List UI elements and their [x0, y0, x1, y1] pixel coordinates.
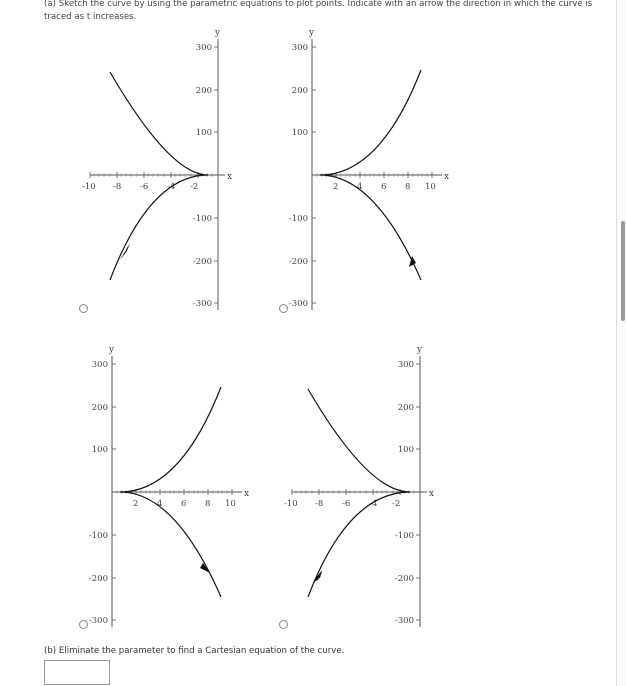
x-tick: 2	[133, 499, 139, 509]
y-tick: -200	[288, 257, 308, 267]
y-tick: 100	[195, 128, 212, 138]
x-tick: 4	[357, 182, 363, 192]
curve-upper	[120, 387, 221, 492]
y-tick: -100	[288, 214, 308, 224]
y-axis-label: y	[109, 345, 115, 355]
x-tick: -8	[315, 499, 324, 509]
x-tick: 8	[405, 182, 411, 192]
graph-option-3	[80, 342, 260, 632]
y-tick: -300	[192, 299, 212, 309]
graph-option-2	[280, 25, 460, 315]
y-axis-label: y	[417, 345, 423, 355]
scrollbar-thumb[interactable]	[621, 221, 625, 321]
y-tick: -100	[394, 531, 414, 541]
radio-option-3[interactable]	[79, 620, 88, 629]
x-axis-label: x	[244, 489, 250, 499]
y-tick: -200	[192, 257, 212, 267]
y-tick: 100	[91, 445, 108, 455]
x-tick: 10	[425, 182, 436, 192]
y-tick: 300	[91, 360, 108, 370]
scrollbar-track[interactable]	[616, 0, 626, 686]
x-axis-label: x	[429, 489, 435, 499]
curve-upper	[110, 72, 208, 175]
part-a-instructions: (a) Sketch the curve by using the parametric equations to plot points. Indicate with an arrow the direction in which the curve is traced as t increases.	[44, 0, 593, 22]
y-tick: -300	[394, 616, 414, 626]
x-axis-label: x	[227, 172, 233, 182]
direction-arrow-head	[313, 570, 322, 582]
x-tick: 6	[181, 499, 187, 509]
y-tick: -100	[192, 214, 212, 224]
x-tick: -2	[392, 499, 401, 509]
x-tick: -4	[369, 499, 378, 509]
x-tick: -6	[342, 499, 351, 509]
radio-option-1[interactable]	[79, 304, 88, 313]
x-tick: -8	[113, 182, 122, 192]
y-tick: 100	[397, 445, 414, 455]
curve-upper	[308, 389, 410, 492]
y-tick: 300	[195, 43, 212, 53]
x-tick: -4	[167, 182, 176, 192]
x-tick: 4	[157, 499, 163, 509]
y-axis-label: y	[309, 28, 315, 38]
x-tick: 8	[205, 499, 211, 509]
y-tick: 300	[291, 43, 308, 53]
x-axis-label: x	[444, 172, 450, 182]
x-tick: -10	[284, 499, 298, 509]
y-tick: 200	[397, 403, 414, 413]
y-tick: -100	[88, 531, 108, 541]
x-tick: -2	[190, 182, 199, 192]
graph-option-4	[282, 342, 452, 632]
y-tick: -200	[88, 574, 108, 584]
x-tick: -6	[140, 182, 149, 192]
graph-option-1	[80, 25, 250, 315]
radio-option-2[interactable]	[279, 304, 288, 313]
x-tick: 10	[225, 499, 236, 509]
y-tick: 200	[291, 86, 308, 96]
y-axis-label: y	[215, 28, 221, 38]
y-tick: 200	[91, 403, 108, 413]
answer-input[interactable]	[44, 660, 110, 685]
x-tick: 2	[333, 182, 339, 192]
part-b-instructions: (b) Eliminate the parameter to find a Cartesian equation of the curve.	[44, 646, 345, 656]
y-tick: 100	[291, 128, 308, 138]
y-tick: -300	[88, 616, 108, 626]
y-tick: -300	[288, 299, 308, 309]
x-tick: 6	[381, 182, 387, 192]
y-tick: 200	[195, 86, 212, 96]
x-tick: -10	[82, 182, 96, 192]
curve-upper	[320, 70, 421, 175]
y-tick: -200	[394, 574, 414, 584]
y-tick: 300	[397, 360, 414, 370]
radio-option-4[interactable]	[279, 620, 288, 629]
